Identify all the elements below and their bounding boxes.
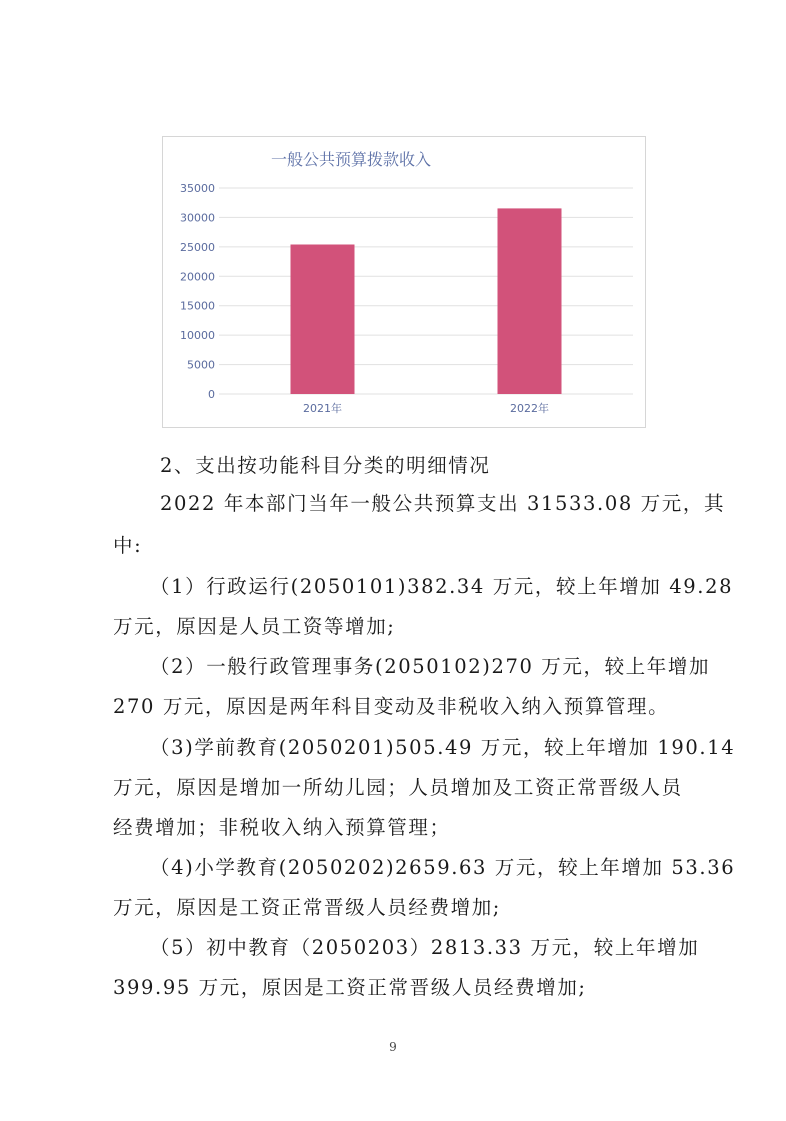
item1-line-1: （1）行政运行(2050101)382.34 万元，较上年增加 49.28 [150,575,734,598]
x-tick-label-1: 2022年 [510,402,549,415]
bar-1 [498,208,562,394]
y-tick-label-2: 10000 [180,329,215,343]
chart-gridlines [219,188,633,394]
x-tick-label-0: 2021年 [303,402,342,415]
y-tick-label-3: 15000 [180,299,215,313]
y-tick-label-0: 0 [208,388,215,401]
y-tick-label-4: 20000 [180,270,215,284]
chart-title: 一般公共预算拨款收入 [270,150,432,169]
item3-line-1: （3)学前教育(2050201)505.49 万元，较上年增加 190.14 [150,736,736,759]
item5-line-2: 399.95 万元，原因是工资正常晋级人员经费增加; [113,976,587,999]
intro-line-1: 2022 年本部门当年一般公共预算支出 31533.08 万元，其 [160,492,726,515]
item1-line-2: 万元，原因是人员工资等增加; [113,615,396,638]
y-tick-label-7: 35000 [180,182,215,195]
y-tick-label-1: 5000 [187,358,215,372]
item2-line-2: 270 万元，原因是两年科目变动及非税收入纳入预算管理。 [113,695,670,718]
bar-chart-svg [163,137,645,427]
item3-line-2: 万元，原因是增加一所幼儿园；人员增加及工资正常晋级人员 [113,776,683,799]
y-tick-label-6: 30000 [180,211,215,225]
bar-0 [291,245,355,394]
item4-line-2: 万元，原因是工资正常晋级人员经费增加; [113,896,501,919]
budget-chart [162,136,646,428]
section-heading: 2、支出按功能科目分类的明细情况 [160,454,491,477]
item5-line-1: （5）初中教育（2050203）2813.33 万元，较上年增加 [150,936,700,959]
page-number: 9 [389,1040,397,1054]
y-tick-label-5: 25000 [180,240,215,254]
intro-line-2: 中: [113,534,143,557]
item2-line-1: （2）一般行政管理事务(2050102)270 万元，较上年增加 [150,655,711,678]
item3-line-3: 经费增加；非税收入纳入预算管理； [113,816,451,839]
item4-line-1: （4)小学教育(2050202)2659.63 万元，较上年增加 53.36 [150,856,736,879]
chart-bars [291,208,562,394]
